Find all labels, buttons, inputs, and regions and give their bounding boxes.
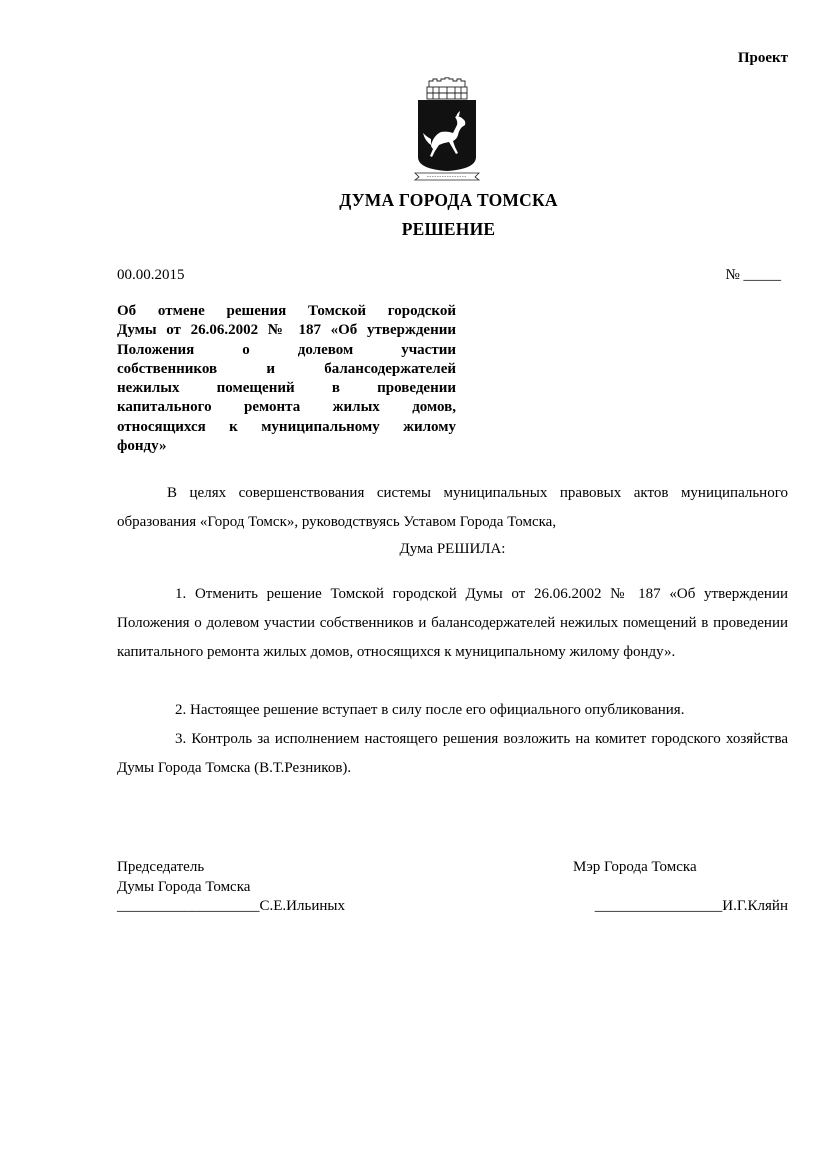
decision-item: 2. Настоящее решение вступает в силу после его официального опубликования. xyxy=(175,702,685,718)
signatory-title: Председатель xyxy=(117,859,205,875)
subject-line: Об отмене решения Томской городской xyxy=(117,303,456,319)
decision-heading: Дума РЕШИЛА: xyxy=(399,541,506,557)
coat-of-arms-icon xyxy=(413,77,481,181)
document-number: № _____ xyxy=(725,267,781,283)
signature-block-chairman xyxy=(117,858,417,917)
organization-title: ДУМА ГОРОДА ТОМСКА xyxy=(339,190,558,210)
subject-line: Думы от 26.06.2002 № 187 «Об утверждении xyxy=(117,322,456,339)
subject-line: собственников и балансодержателей xyxy=(117,360,456,377)
project-label: Проект xyxy=(737,50,788,66)
document-subject xyxy=(117,302,456,456)
subject-line: относящихся к муниципальному жилому xyxy=(117,418,456,435)
signature-line: ___________________С.Е.Ильиных xyxy=(117,898,345,914)
subject-line: нежилых помещений в проведении xyxy=(117,380,456,397)
decision-item: 1. Отменить решение Томской городской Думы от 26.06.2002 № 187 «Об утверждении Положения о долевом участии собственников и балансодержателей нежилых помещений в проведении капитального ремонта жилых домов, относящихся к муниципальному жилому фонду». xyxy=(117,586,788,660)
subject-line: Положения о долевом участии xyxy=(117,341,456,358)
subject-line: капитального ремонта жилых домов, xyxy=(117,399,456,416)
signatory-title: Мэр Города Томска xyxy=(573,859,697,875)
signature-line: _________________И.Г.Кляйн xyxy=(594,898,788,914)
decision-item: 3. Контроль за исполнением настоящего решения возложить на комитет городского хозяйства Думы Города Томска (В.Т.Резников). xyxy=(117,731,788,776)
signatory-title: Думы Города Томска xyxy=(117,878,251,895)
document-date: 00.00.2015 xyxy=(117,267,185,283)
document-type: РЕШЕНИЕ xyxy=(401,219,496,239)
subject-line: фонду» xyxy=(117,438,167,455)
intro-paragraph: В целях совершенствования системы муниципальных правовых актов муниципального образования «Город Томск», руководствуясь Уставом Города Томска, xyxy=(117,485,788,530)
signature-block-mayor xyxy=(540,858,788,917)
